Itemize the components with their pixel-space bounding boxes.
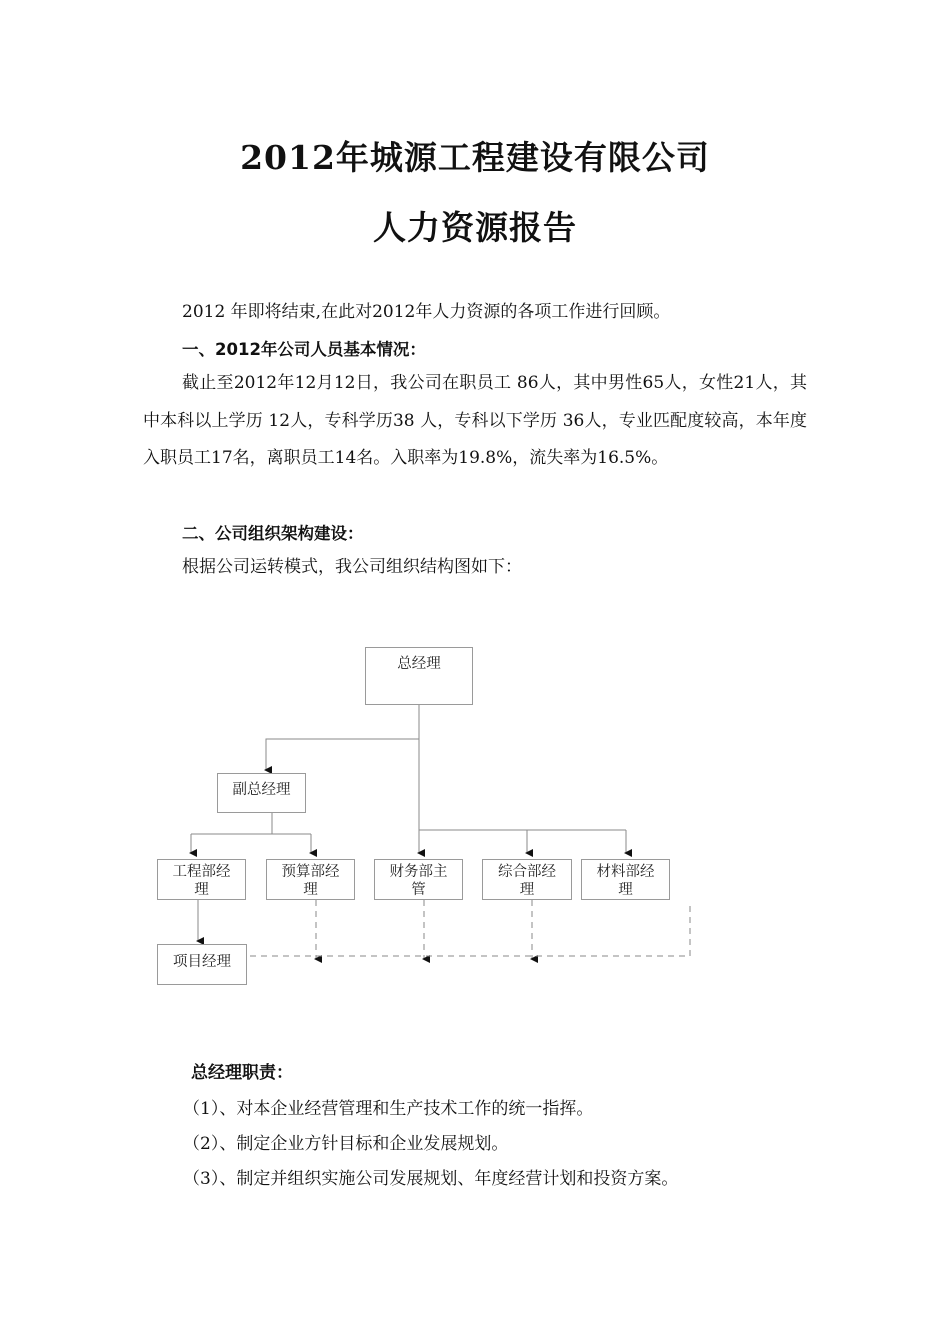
report-title-line2: 人力资源报告 bbox=[373, 208, 577, 247]
section2-body: 根据公司运转模式，我公司组织结构图如下： bbox=[182, 557, 522, 577]
report-title-line1: 2012年城源工程建设有限公司 bbox=[240, 138, 710, 177]
duty-item: （1）、对本企业经营管理和生产技术工作的统一指挥。 bbox=[183, 1099, 594, 1119]
org-box-general-affairs-manager: 综合部经理 bbox=[482, 859, 572, 900]
org-box-budget-manager: 预算部经理 bbox=[266, 859, 355, 900]
org-box-deputy-general-manager: 副总经理 bbox=[217, 773, 306, 813]
org-box-engineering-manager: 工程部经理 bbox=[157, 859, 246, 900]
section1-body: 截止至2012年12月12日，我公司在职员工 86人，其中男性65人，女性21人，其中本科以上学历 12人，专科学历38 人，专科以下学历 36人，专业匹配度较高，本年度入职员工17名，离职员工14名。入职率为19.8%，流失率为16.5%。 bbox=[143, 373, 807, 468]
duty-item: （3）、制定并组织实施公司发展规划、年度经营计划和投资方案。 bbox=[183, 1169, 679, 1189]
connector-gm-to-deputy bbox=[266, 739, 419, 770]
org-box-project-manager: 项目经理 bbox=[157, 944, 247, 985]
section1-heading: 一、2012年公司人员基本情况： bbox=[182, 340, 426, 359]
intro-paragraph: 2012 年即将结束,在此对2012年人力资源的各项工作进行回顾。 bbox=[182, 302, 671, 322]
duty-item: （2）、制定企业方针目标和企业发展规划。 bbox=[183, 1134, 509, 1154]
dashed-materials-return bbox=[247, 906, 690, 956]
org-box-finance-supervisor: 财务部主管 bbox=[374, 859, 463, 900]
duties-heading: 总经理职责： bbox=[191, 1063, 293, 1083]
org-box-materials-manager: 材料部经理 bbox=[581, 859, 670, 900]
section2-heading: 二、公司组织架构建设： bbox=[182, 524, 364, 543]
org-box-general-manager: 总经理 bbox=[365, 647, 473, 705]
